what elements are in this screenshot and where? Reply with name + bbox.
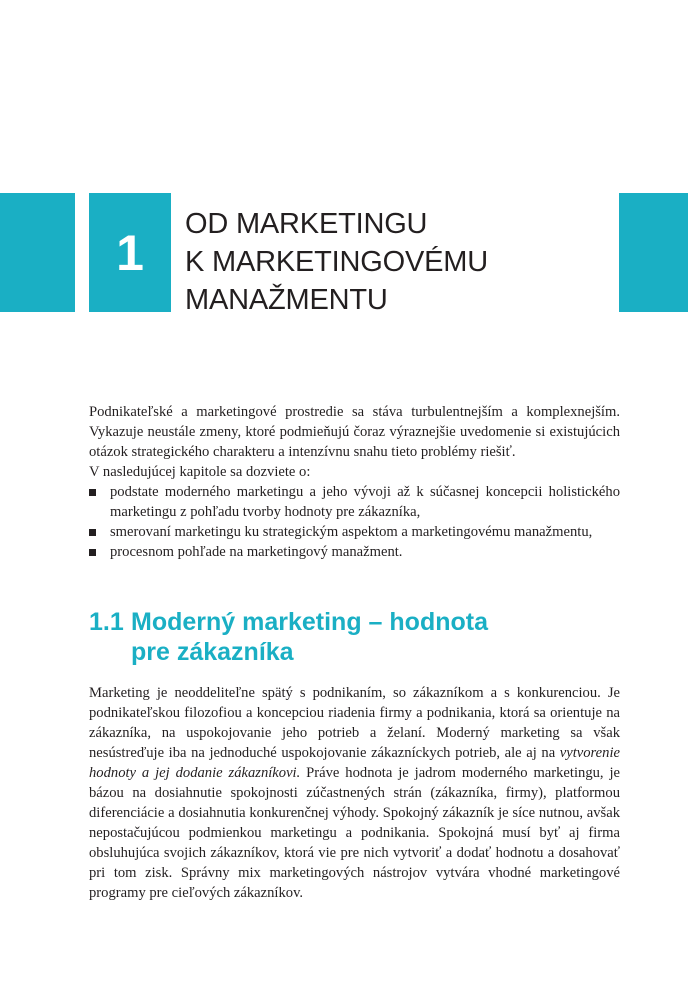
body-text-part-2: Práve hodnota je jadrom moderného marketingu, je bázou na dosiahnutie spokojnosti zúčastnených strán (zákazníka, firmy), platformou diferenciácie a dosiahnutia konkurenčnej výhody. Spokojný zákazník je síce nutnou, avšak nepostačujúcou podmienkou marketingu a podnikania. Spokojná musí byť aj firma obsluhujúca svojich zákazníkov, ktorá vie pre nich vytvoriť a dodať hodnotu a dosahovať pri tom zisk. Správny mix marketingových nástrojov vytvára vhodné marketingové programy pre cieľových zákazníkov.	[89, 765, 620, 901]
chapter-title-line-3: MANAŽMENTU	[185, 284, 388, 316]
list-item: procesnom pohľade na marketingový manažment.	[89, 542, 620, 562]
list-item: podstate moderného marketingu a jeho vývoji až k súčasnej koncepcii holistického marketingu z pohľadu tvorby hodnoty pre zákazníka,	[89, 482, 620, 522]
intro-paragraph: Podnikateľské a marketingové prostredie sa stáva turbulentnejším a komplexnejším. Vykazuje neustále zmeny, ktoré podmieňujú čoraz výraznejšie uvedomenie si existujúcich otázok strategického charakteru a intenzívnu snahu tieto problémy riešiť.	[89, 404, 620, 460]
intro-bullet-list	[89, 482, 620, 562]
section-title-line-1: Moderný marketing – hodnota	[131, 608, 488, 636]
right-accent-bar	[619, 193, 688, 312]
chapter-title	[185, 205, 488, 319]
chapter-intro	[89, 402, 620, 562]
body-emphasis: vytvorenie hodnoty a jej dodanie zákazníkovi.	[89, 745, 620, 781]
chapter-title-line-2: K MARKETINGOVÉMU	[185, 246, 488, 278]
left-accent-bar	[0, 193, 75, 312]
body-text-part-1: Marketing je neoddeliteľne spätý s podnikaním, so zákazníkom a s konkurenciou. Je podnikateľskou filozofiou a koncepciou riadenia firmy a podnikania, ktorá sa orientuje na zákazníka, na uspokojovanie jeho potrieb a želaní. Moderný marketing sa však nesústreďuje iba na jednoduché uspokojovanie zákazníckych potrieb, ale aj na	[89, 685, 620, 761]
section-number: 1.1	[89, 608, 124, 636]
intro-lead: V nasledujúcej kapitole sa dozviete o:	[89, 464, 311, 480]
section-title-line-2: pre zákazníka	[131, 638, 294, 666]
chapter-number: 1	[116, 224, 144, 281]
section-body-paragraph	[89, 683, 620, 903]
section-heading	[89, 607, 488, 667]
chapter-number-box	[89, 193, 171, 312]
list-item: smerovaní marketingu ku strategickým aspektom a marketingovému manažmentu,	[89, 522, 620, 542]
chapter-title-line-1: OD MARKETINGU	[185, 208, 428, 240]
